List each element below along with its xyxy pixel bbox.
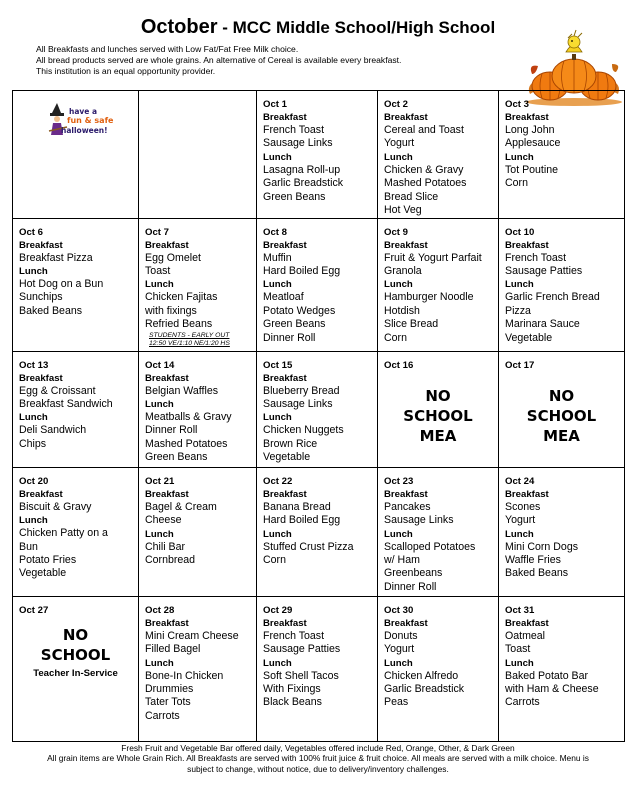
- lunch-item: Deli Sandwich: [19, 424, 87, 437]
- day-cell: [257, 596, 378, 741]
- lunch-item: Vegetable: [263, 451, 311, 464]
- no-school-notice: [13, 625, 138, 665]
- day-cell: [257, 351, 378, 467]
- week-row: [13, 91, 625, 219]
- breakfast-item: French Toast: [263, 629, 325, 642]
- lunch-item: Garlic French Bread: [505, 291, 600, 304]
- teacher-inservice-label: Teacher In-Service: [33, 667, 118, 679]
- breakfast-label: Breakfast: [384, 617, 428, 629]
- day-date: Oct 2: [384, 99, 408, 110]
- lunch-label: Lunch: [263, 657, 292, 669]
- breakfast-label: Breakfast: [145, 488, 189, 500]
- day-cell: [13, 218, 139, 351]
- lunch-item: Carrots: [145, 709, 180, 722]
- day-cell: [257, 467, 378, 596]
- breakfast-label: Breakfast: [384, 488, 428, 500]
- lunch-item: Dinner Roll: [263, 331, 316, 344]
- day-date: Oct 30: [384, 604, 414, 616]
- footer-notes: [0, 743, 636, 774]
- breakfast-item: Cereal and Toast: [384, 124, 464, 136]
- breakfast-item: Egg & Croissant: [19, 384, 96, 397]
- lunch-label: Lunch: [505, 151, 534, 163]
- lunch-item: Refried Beans: [145, 318, 213, 331]
- day-cell: [378, 596, 499, 741]
- lunch-item: Mini Corn Dogs: [505, 540, 579, 553]
- breakfast-item: Sausage Patties: [263, 643, 341, 656]
- lunch-item: Baked Potato Bar: [505, 669, 589, 682]
- lunch-item: Waffle Fries: [505, 553, 561, 566]
- lunch-item: Hot Dog on a Bun: [19, 277, 104, 290]
- breakfast-item: Biscuit & Gravy: [19, 500, 92, 513]
- lunch-item: Meatloaf: [263, 291, 304, 304]
- breakfast-item: Egg Omelet: [145, 251, 201, 264]
- breakfast-item: Muffin: [263, 251, 292, 264]
- lunch-label: Lunch: [145, 657, 174, 669]
- breakfast-label: Breakfast: [19, 372, 63, 384]
- breakfast-item: Blueberry Bread: [263, 384, 340, 397]
- day-cell: [499, 351, 625, 467]
- note-line: All bread products served are whole grains. An alternative of Cereal is available every breakfast.: [36, 55, 402, 66]
- lunch-label: Lunch: [384, 279, 413, 291]
- lunch-item: Peas: [384, 696, 409, 709]
- day-cell: [13, 596, 139, 741]
- footer-line: subject to change, without notice, due to delivery/inventory challenges.: [187, 763, 449, 774]
- week-row: [13, 467, 625, 596]
- early-out-note: STUDENTS - EARLY OUT: [149, 331, 230, 339]
- lunch-label: Lunch: [19, 515, 48, 527]
- lunch-item: with fixings: [145, 304, 197, 317]
- day-date: Oct 23: [384, 475, 414, 487]
- lunch-item: Baked Beans: [505, 567, 569, 580]
- breakfast-item: Filled Bagel: [145, 643, 201, 656]
- lunch-item: Chicken Nuggets: [263, 424, 344, 437]
- lunch-item: Corn: [384, 331, 407, 344]
- lunch-item: Baked Beans: [19, 304, 83, 317]
- breakfast-item: Toast: [505, 643, 531, 656]
- day-cell: [13, 467, 139, 596]
- breakfast-label: Breakfast: [19, 239, 63, 251]
- breakfast-item: Long John: [505, 124, 555, 136]
- day-date: Oct 14: [145, 359, 175, 371]
- breakfast-item: Sausage Links: [263, 137, 333, 150]
- week-row: [13, 351, 625, 467]
- day-date: Oct 7: [145, 226, 169, 238]
- title-month: October: [140, 16, 218, 38]
- breakfast-item: Fruit & Yogurt Parfait: [384, 251, 482, 264]
- lunch-item: Hotdish: [384, 304, 420, 317]
- breakfast-item: Yogurt: [384, 643, 415, 656]
- no-school-line: SCHOOL: [526, 406, 597, 425]
- breakfast-item: Pancakes: [384, 500, 431, 513]
- lunch-item: Sunchips: [19, 291, 63, 304]
- lunch-label: Lunch: [505, 657, 534, 669]
- lunch-item: Green Beans: [263, 190, 326, 203]
- lunch-item: Carrots: [505, 696, 540, 709]
- lunch-item: Soft Shell Tacos: [263, 669, 339, 682]
- breakfast-label: Breakfast: [263, 617, 307, 629]
- lunch-item: Corn: [505, 177, 528, 190]
- lunch-item: Garlic Breadstick: [263, 177, 344, 190]
- day-cell: [257, 91, 378, 219]
- lunch-label: Lunch: [145, 279, 174, 291]
- lunch-item: with Ham & Cheese: [505, 683, 599, 696]
- breakfast-label: Breakfast: [384, 112, 428, 123]
- breakfast-item: Sausage Links: [263, 398, 333, 411]
- breakfast-item: Cheese: [145, 514, 182, 527]
- lunch-label: Lunch: [263, 151, 292, 163]
- day-cell: [139, 467, 257, 596]
- day-cell: [378, 467, 499, 596]
- lunch-item: Garlic Breadstick: [384, 683, 465, 696]
- day-date: Oct 8: [263, 226, 287, 238]
- early-out-note: 12:50 VE/1:10 NE/1:20 HS: [149, 339, 230, 347]
- day-date: Oct 13: [19, 359, 49, 371]
- lunch-item: Scalloped Potatoes: [384, 540, 476, 553]
- breakfast-item: Banana Bread: [263, 500, 331, 513]
- week-row: [13, 596, 625, 741]
- lunch-label: Lunch: [19, 412, 48, 424]
- no-school-line: SCHOOL: [40, 645, 111, 664]
- breakfast-item: Applesauce: [505, 137, 561, 150]
- lunch-item: Stuffed Crust Pizza: [263, 540, 354, 553]
- breakfast-item: Mini Cream Cheese: [145, 629, 239, 642]
- day-date: Oct 24: [505, 475, 535, 487]
- breakfast-label: Breakfast: [505, 488, 549, 500]
- breakfast-label: Breakfast: [145, 372, 189, 384]
- breakfast-label: Breakfast: [505, 617, 549, 629]
- breakfast-label: Breakfast: [145, 617, 189, 629]
- breakfast-label: Breakfast: [505, 112, 549, 123]
- breakfast-label: Breakfast: [263, 239, 307, 251]
- no-school-notice: [499, 386, 624, 446]
- lunch-label: Lunch: [384, 528, 413, 540]
- lunch-item: w/ Ham: [384, 553, 420, 566]
- day-cell: [378, 218, 499, 351]
- lunch-item: Chicken Alfredo: [384, 669, 459, 682]
- lunch-item: Marinara Sauce: [505, 318, 580, 331]
- breakfast-item: Belgian Waffles: [145, 384, 219, 397]
- breakfast-item: Scones: [505, 500, 541, 513]
- day-date: Oct 27: [19, 604, 49, 616]
- lunch-item: Pizza: [505, 304, 531, 317]
- day-date: Oct 6: [19, 226, 43, 238]
- lunch-item: Tater Tots: [145, 696, 191, 709]
- lunch-item: Meatballs & Gravy: [145, 411, 232, 424]
- lunch-label: Lunch: [263, 528, 292, 540]
- no-school-line: MEA: [419, 426, 457, 445]
- lunch-item: Bone-In Chicken: [145, 669, 224, 682]
- lunch-label: Lunch: [145, 528, 174, 540]
- lunch-item: Green Beans: [145, 451, 208, 464]
- title-school: - MCC Middle School/High School: [217, 18, 496, 37]
- lunch-item: Green Beans: [263, 318, 326, 331]
- breakfast-item: Sausage Links: [384, 514, 454, 527]
- no-school-line: NO: [425, 386, 451, 405]
- breakfast-item: Hard Boiled Egg: [263, 514, 341, 527]
- breakfast-label: Breakfast: [263, 112, 307, 123]
- day-date: Oct 10: [505, 226, 535, 238]
- breakfast-item: Breakfast Pizza: [19, 251, 93, 264]
- no-school-line: MEA: [543, 426, 580, 445]
- day-cell: [499, 218, 625, 351]
- lunch-item: Brown Rice: [263, 437, 318, 450]
- lunch-label: Lunch: [384, 151, 413, 163]
- lunch-item: Chicken Patty on a: [19, 527, 108, 540]
- no-school-line: NO: [62, 625, 89, 644]
- breakfast-item: Hard Boiled Egg: [263, 264, 341, 277]
- day-cell: [13, 91, 139, 219]
- day-cell: [257, 218, 378, 351]
- day-date: Oct 20: [19, 475, 49, 487]
- day-cell: [139, 91, 257, 219]
- menu-calendar: [12, 90, 625, 742]
- no-school-line: SCHOOL: [403, 406, 473, 425]
- lunch-label: Lunch: [505, 528, 534, 540]
- breakfast-item: Toast: [145, 264, 171, 277]
- lunch-label: Lunch: [263, 279, 292, 291]
- lunch-item: Slice Bread: [384, 318, 439, 331]
- footer-line: All grain items are Whole Grain Rich. All Breakfasts are served with 100% fruit juice & fruit choice. All meals are served with a milk choice. Menu is: [47, 753, 589, 764]
- day-cell: [139, 351, 257, 467]
- breakfast-item: Granola: [384, 264, 422, 277]
- day-cell: [13, 351, 139, 467]
- day-cell: [139, 218, 257, 351]
- breakfast-label: Breakfast: [384, 239, 428, 251]
- breakfast-item: Breakfast Sandwich: [19, 398, 113, 411]
- lunch-item: Vegetable: [505, 331, 553, 344]
- lunch-item: Hot Veg: [384, 204, 422, 217]
- breakfast-item: Bagel & Cream: [145, 500, 217, 513]
- lunch-label: Lunch: [505, 279, 534, 291]
- lunch-item: Lasagna Roll-up: [263, 163, 341, 176]
- breakfast-label: Breakfast: [263, 372, 307, 384]
- lunch-label: Lunch: [19, 265, 48, 277]
- lunch-item: Vegetable: [19, 567, 67, 580]
- lunch-item: Chili Bar: [145, 540, 186, 553]
- breakfast-item: Yogurt: [505, 514, 536, 527]
- halloween-witch-icon: [49, 101, 114, 141]
- lunch-label: Lunch: [145, 399, 174, 411]
- day-date: Oct 9: [384, 226, 408, 238]
- breakfast-label: Breakfast: [505, 239, 549, 251]
- day-date: Oct 22: [263, 475, 293, 487]
- day-date: Oct 31: [505, 604, 535, 616]
- note-line: This institution is an equal opportunity provider.: [36, 66, 216, 77]
- day-cell: [499, 91, 625, 219]
- day-cell: [499, 467, 625, 596]
- lunch-item: Hamburger Noodle: [384, 291, 474, 304]
- day-date: Oct 28: [145, 604, 175, 616]
- lunch-item: Chicken Fajitas: [145, 291, 218, 304]
- lunch-item: Mashed Potatoes: [145, 437, 228, 450]
- week-row: [13, 218, 625, 351]
- breakfast-label: Breakfast: [145, 239, 189, 251]
- lunch-item: Bun: [19, 540, 38, 553]
- breakfast-label: Breakfast: [19, 488, 63, 500]
- lunch-item: Bread Slice: [384, 190, 439, 203]
- lunch-label: Lunch: [384, 657, 413, 669]
- day-date: Oct 17: [505, 359, 535, 371]
- lunch-item: Drummies: [145, 683, 194, 696]
- note-line: All Breakfasts and lunches served with Low Fat/Fat Free Milk choice.: [36, 44, 299, 54]
- breakfast-item: Yogurt: [384, 137, 415, 150]
- breakfast-item: Donuts: [384, 629, 418, 642]
- no-school-line: NO: [548, 386, 575, 405]
- lunch-item: Cornbread: [145, 553, 196, 566]
- no-school-notice: [378, 386, 498, 446]
- footer-line: Fresh Fruit and Vegetable Bar offered daily, Vegetables offered include Red, Orange, Other, & Dark Green: [121, 743, 515, 753]
- lunch-item: Potato Wedges: [263, 304, 336, 317]
- day-date: Oct 1: [263, 99, 287, 110]
- day-cell: [378, 351, 499, 467]
- svg-text:have a: have a: [69, 107, 98, 116]
- lunch-item: Black Beans: [263, 696, 322, 709]
- lunch-item: Mashed Potatoes: [384, 177, 467, 190]
- breakfast-item: Sausage Patties: [505, 264, 583, 277]
- lunch-item: Corn: [263, 553, 286, 566]
- breakfast-item: Oatmeal: [505, 629, 546, 642]
- day-date: Oct 21: [145, 475, 175, 487]
- day-date: Oct 29: [263, 604, 293, 616]
- day-cell: [139, 596, 257, 741]
- lunch-item: Chicken & Gravy: [384, 163, 464, 176]
- day-cell: [378, 91, 499, 219]
- breakfast-item: French Toast: [263, 124, 325, 136]
- lunch-item: With Fixings: [263, 683, 321, 696]
- day-date: Oct 16: [384, 359, 414, 371]
- lunch-label: Lunch: [263, 412, 292, 424]
- lunch-item: Dinner Roll: [145, 424, 198, 437]
- lunch-item: Greenbeans: [384, 567, 443, 580]
- breakfast-label: Breakfast: [263, 488, 307, 500]
- day-cell: [499, 596, 625, 741]
- svg-text:fun & safe: fun & safe: [67, 116, 114, 125]
- lunch-item: Dinner Roll: [384, 580, 437, 593]
- day-date: Oct 15: [263, 359, 293, 371]
- lunch-item: Chips: [19, 437, 47, 450]
- day-date: Oct 3: [505, 99, 529, 110]
- lunch-item: Tot Poutine: [505, 163, 559, 176]
- svg-text:halloween!: halloween!: [61, 126, 108, 135]
- header-notes: [36, 44, 401, 78]
- lunch-item: Potato Fries: [19, 553, 77, 566]
- breakfast-item: French Toast: [505, 251, 567, 264]
